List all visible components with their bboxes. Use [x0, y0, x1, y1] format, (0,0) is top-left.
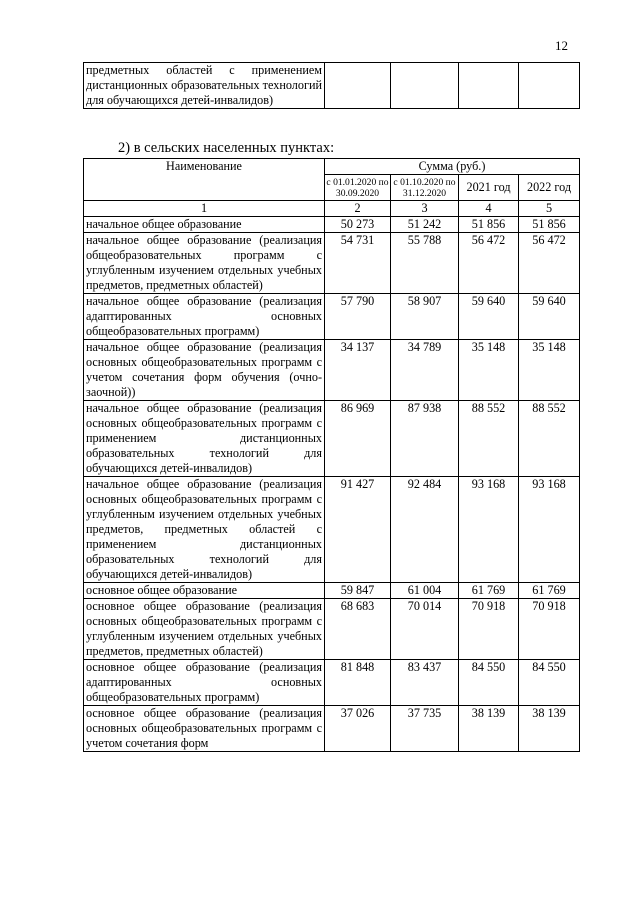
- value-cell: 87 938: [391, 401, 459, 477]
- table-row: [84, 340, 580, 401]
- header-period1: с 01.01.2020 по 30.09.2020: [325, 175, 391, 201]
- value-cell: 61 004: [391, 583, 459, 599]
- value-cell: 54 731: [325, 233, 391, 294]
- value-cell: 70 014: [391, 599, 459, 660]
- table-row: [84, 233, 580, 294]
- table-row: [84, 63, 580, 109]
- header-row: [84, 159, 580, 175]
- value-cell: 84 550: [459, 660, 519, 706]
- value-cell: 93 168: [459, 477, 519, 583]
- row-name: начальное общее образование (реализация общеобразовательных программ с углубленным изучением отдельных учебных предметов, предметных областей): [84, 233, 325, 294]
- value-cell: 37 735: [391, 706, 459, 752]
- table-row: [84, 477, 580, 583]
- column-number: 1: [84, 201, 325, 217]
- value-cell: [391, 63, 459, 109]
- row-name: начальное общее образование (реализация основных общеобразовательных программ с учетом сочетания форм обучения (очно-заочной)): [84, 340, 325, 401]
- value-cell: 70 918: [519, 599, 580, 660]
- table-row: [84, 401, 580, 477]
- table-row: [84, 706, 580, 752]
- value-cell: 70 918: [459, 599, 519, 660]
- value-cell: 55 788: [391, 233, 459, 294]
- header-name: Наименование: [84, 159, 325, 201]
- value-cell: 59 847: [325, 583, 391, 599]
- value-cell: 88 552: [519, 401, 580, 477]
- table-row: [84, 660, 580, 706]
- value-cell: 59 640: [459, 294, 519, 340]
- value-cell: [459, 63, 519, 109]
- header-sum: Сумма (руб.): [325, 159, 580, 175]
- value-cell: 88 552: [459, 401, 519, 477]
- table-row: [84, 599, 580, 660]
- column-number: 5: [519, 201, 580, 217]
- table-row: [84, 217, 580, 233]
- value-cell: [325, 63, 391, 109]
- value-cell: 34 789: [391, 340, 459, 401]
- column-number: 2: [325, 201, 391, 217]
- value-cell: 57 790: [325, 294, 391, 340]
- section-heading: 2) в сельских населенных пунктах:: [118, 140, 335, 156]
- value-cell: 83 437: [391, 660, 459, 706]
- value-cell: 51 856: [459, 217, 519, 233]
- value-cell: 84 550: [519, 660, 580, 706]
- value-cell: 93 168: [519, 477, 580, 583]
- value-cell: 91 427: [325, 477, 391, 583]
- value-cell: 86 969: [325, 401, 391, 477]
- value-cell: 38 139: [459, 706, 519, 752]
- value-cell: 37 026: [325, 706, 391, 752]
- cost-table: [83, 158, 580, 752]
- value-cell: 34 137: [325, 340, 391, 401]
- row-name: начальное общее образование (реализация адаптированных основных общеобразовательных программ): [84, 294, 325, 340]
- value-cell: 56 472: [459, 233, 519, 294]
- table-body: [84, 217, 580, 752]
- header-year2021: 2021 год: [459, 175, 519, 201]
- row-name: основное общее образование: [84, 583, 325, 599]
- value-cell: 58 907: [391, 294, 459, 340]
- value-cell: 51 242: [391, 217, 459, 233]
- value-cell: 35 148: [519, 340, 580, 401]
- value-cell: 50 273: [325, 217, 391, 233]
- row-name: основное общее образование (реализация адаптированных основных общеобразовательных программ): [84, 660, 325, 706]
- header-period2: с 01.10.2020 по 31.12.2020: [391, 175, 459, 201]
- row-name: начальное общее образование (реализация основных общеобразовательных программ с углубленным изучением отдельных учебных предметов, предметных областей с применением дистанционных образовательных технологий для обучающихся детей-инвалидов): [84, 477, 325, 583]
- page-number: 12: [555, 38, 568, 53]
- table-row: [84, 583, 580, 599]
- continued-table: [83, 62, 580, 109]
- value-cell: 59 640: [519, 294, 580, 340]
- row-name: начальное общее образование: [84, 217, 325, 233]
- row-name: основное общее образование (реализация основных общеобразовательных программ с учетом сочетания форм: [84, 706, 325, 752]
- row-name: начальное общее образование (реализация основных общеобразовательных программ с применением дистанционных образовательных технологий для обучающихся детей-инвалидов): [84, 401, 325, 477]
- value-cell: 61 769: [459, 583, 519, 599]
- column-number: 3: [391, 201, 459, 217]
- value-cell: 38 139: [519, 706, 580, 752]
- value-cell: 81 848: [325, 660, 391, 706]
- value-cell: 56 472: [519, 233, 580, 294]
- value-cell: 61 769: [519, 583, 580, 599]
- table-row: [84, 294, 580, 340]
- value-cell: 51 856: [519, 217, 580, 233]
- row-name: основное общее образование (реализация основных общеобразовательных программ с углубленным изучением отдельных учебных предметов, предметных областей): [84, 599, 325, 660]
- row-name: предметных областей с применением дистанционных образовательных технологий для обучающихся детей-инвалидов): [84, 63, 325, 109]
- value-cell: [519, 63, 580, 109]
- value-cell: 68 683: [325, 599, 391, 660]
- header-year2022: 2022 год: [519, 175, 580, 201]
- value-cell: 92 484: [391, 477, 459, 583]
- column-number: 4: [459, 201, 519, 217]
- value-cell: 35 148: [459, 340, 519, 401]
- column-number-row: [84, 201, 580, 217]
